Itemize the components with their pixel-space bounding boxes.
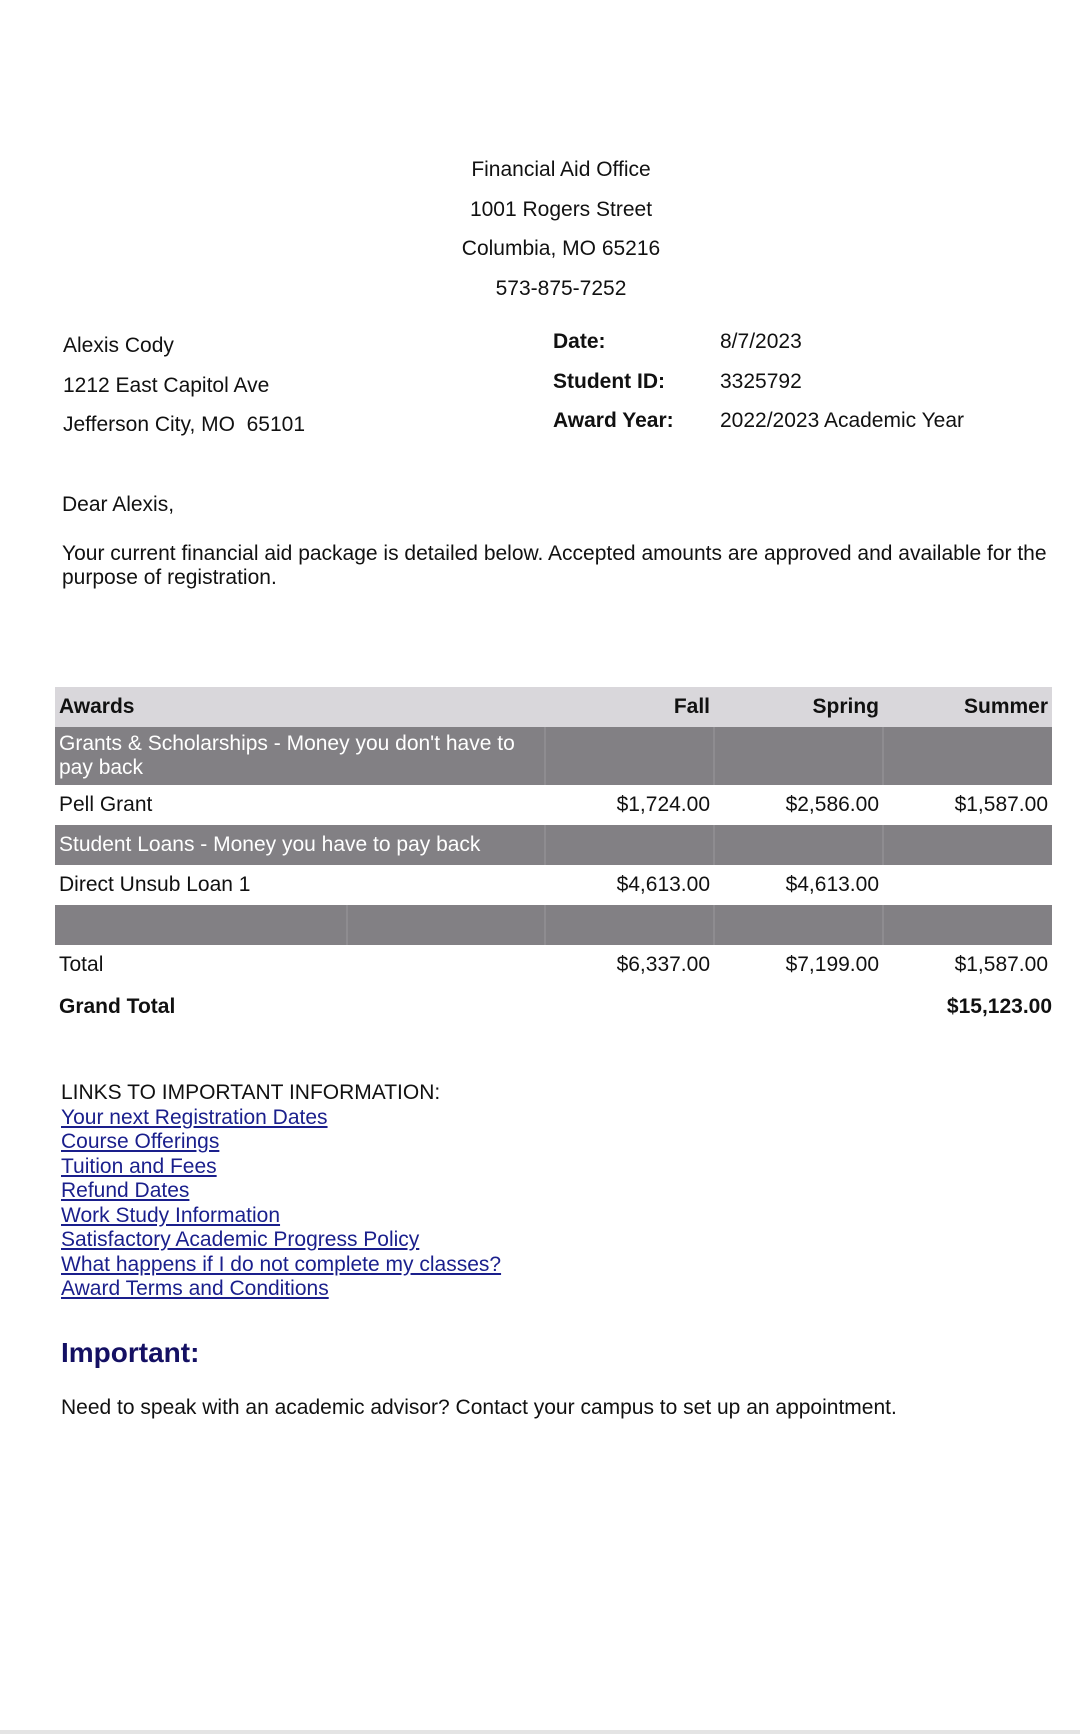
- total-spring: $7,199.00: [785, 953, 880, 976]
- grand-total-label: Grand Total: [59, 995, 176, 1018]
- table-row: [55, 865, 1052, 905]
- link-work-study[interactable]: Work Study Information: [61, 1203, 281, 1227]
- section-divider-row: [55, 905, 1052, 945]
- link-registration-dates[interactable]: Your next Registration Dates: [61, 1105, 328, 1129]
- fall-header: Fall: [545, 687, 714, 727]
- spring-header: Spring: [714, 687, 883, 727]
- page-bottom-divider: [0, 1730, 1080, 1734]
- total-summer: $1,587.00: [954, 953, 1049, 976]
- pell-grant-name: Pell Grant: [59, 793, 153, 816]
- grand-total-value: $15,123.00: [946, 995, 1053, 1018]
- student-id-label: Student ID:: [553, 369, 665, 393]
- awards-header: Awards: [55, 687, 545, 727]
- loan-name: Direct Unsub Loan 1: [59, 873, 251, 896]
- office-address-block: [0, 150, 1080, 308]
- date-value: 8/7/2023: [720, 330, 802, 353]
- office-phone: 573-875-7252: [495, 276, 627, 300]
- awards-header-row: [55, 687, 1052, 727]
- link-refund-dates[interactable]: Refund Dates: [61, 1179, 190, 1202]
- link-award-terms[interactable]: Award Terms and Conditions: [61, 1277, 329, 1300]
- links-heading: LINKS TO IMPORTANT INFORMATION:: [61, 1081, 441, 1104]
- link-tuition-fees[interactable]: Tuition and Fees: [61, 1154, 217, 1178]
- recipient-city: Jefferson City, MO 65101: [63, 413, 306, 436]
- awards-table: [55, 687, 1052, 1029]
- important-text: Need to speak with an academic advisor? Contact your campus to set up an appointment.: [61, 1396, 897, 1419]
- office-name: Financial Aid Office: [471, 158, 651, 181]
- recipient-name: Alexis Cody: [63, 334, 174, 357]
- total-label: Total: [59, 953, 104, 976]
- loan-summer: [883, 865, 1052, 905]
- student-id-value: 3325792: [720, 369, 802, 393]
- recipient-address-block: [63, 326, 305, 445]
- pell-grant-spring: $2,586.00: [785, 793, 880, 816]
- total-row: [55, 945, 1052, 985]
- section-loans-row: [55, 825, 1052, 865]
- loan-spring: $4,613.00: [785, 873, 880, 896]
- loan-fall: $4,613.00: [616, 873, 711, 896]
- summer-header: Summer: [883, 687, 1052, 727]
- link-course-offerings[interactable]: Course Offerings: [61, 1130, 220, 1153]
- pell-grant-summer: $1,587.00: [954, 793, 1049, 816]
- important-title: Important:: [61, 1337, 200, 1368]
- office-city: Columbia, MO 65216: [461, 237, 661, 260]
- important-links: [61, 1081, 501, 1302]
- link-incomplete-classes[interactable]: What happens if I do not complete my classes?: [61, 1252, 502, 1276]
- award-year-label: Award Year:: [553, 409, 674, 432]
- date-label: Date:: [553, 330, 606, 353]
- recipient-street: 1212 East Capitol Ave: [63, 373, 270, 397]
- section-grants-row: [55, 727, 1052, 785]
- table-row: [55, 785, 1052, 825]
- office-street: 1001 Rogers Street: [469, 197, 653, 221]
- grand-total-row: [55, 985, 1052, 1029]
- greeting: Dear Alexis,: [62, 493, 175, 516]
- section-loans-label: Student Loans - Money you have to pay back: [55, 825, 545, 865]
- section-grants-label: Grants & Scholarships - Money you don't have to pay back: [55, 727, 545, 785]
- pell-grant-fall: $1,724.00: [616, 793, 711, 816]
- intro-paragraph: Your current financial aid package is detailed below. Accepted amounts are approved and available for the purpose of registration.: [62, 542, 1047, 589]
- total-fall: $6,337.00: [616, 953, 711, 976]
- link-sap-policy[interactable]: Satisfactory Academic Progress Policy: [61, 1228, 420, 1251]
- award-year-value: 2022/2023 Academic Year: [720, 409, 965, 432]
